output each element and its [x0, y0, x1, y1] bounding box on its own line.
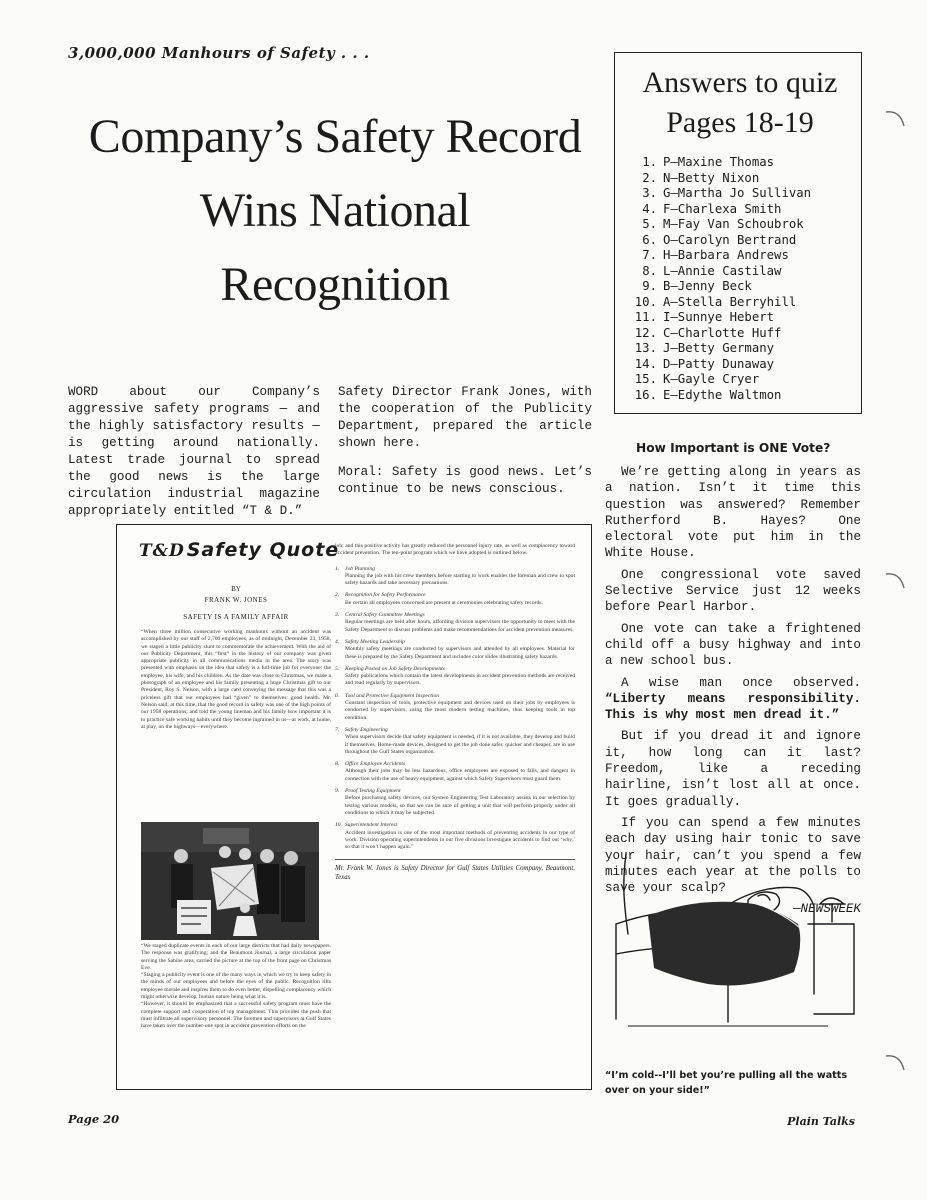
quote-body-3: “Staging a publicity event is one of the many ways in which we try to keep safety in the minds of our employees and before the eyes of the public. Recognition lifts employee morale and inspires them to do even better, dispelling complacency which might otherwise develop, human nature being what it is.	[141, 972, 331, 1001]
photo-child-head	[240, 903, 250, 913]
quiz-answer	[633, 171, 847, 187]
quiz-answer	[633, 186, 847, 202]
cartoon-lamp-shade	[820, 898, 844, 904]
cartoon-illustration	[608, 844, 862, 1052]
quiz-answer-number: 4.	[642, 201, 657, 216]
quiz-answer	[633, 264, 847, 280]
program-item-title: Office Employee Accidents	[345, 761, 406, 768]
quiz-answer	[633, 357, 847, 373]
program-item-number: 6.	[335, 692, 340, 699]
byline-label: BY	[231, 585, 241, 593]
quote-column-1	[141, 585, 331, 731]
intro-paragraph-3: Moral: Safety is good news. Let’s continue to be news conscious.	[338, 465, 592, 496]
safety-quote-logo-text: Safety Quote	[186, 539, 340, 561]
program-item-text: Planning the job with his crew members before starting to work enables the foreman and crew to spot safety hazards and take necessary precautions.	[345, 572, 575, 587]
cartoon-blanket	[648, 902, 800, 986]
title-line-1: Company’s Safety Record	[88, 110, 582, 163]
vote-quote: “Liberty means responsibility. This is why most men dread it.”	[605, 691, 861, 723]
intro-column-2	[338, 384, 592, 510]
quiz-answer-number: 3.	[642, 186, 657, 200]
quiz-answers-box	[614, 52, 862, 414]
program-item	[335, 822, 575, 851]
quiz-answer-number: 13.	[634, 341, 657, 355]
cartoon-sleeper-head	[758, 895, 770, 900]
program-item-title: Safety Engineering	[345, 726, 388, 733]
quiz-answer-text: I—Sunnye Hebert	[663, 310, 775, 324]
quiz-answer-text: C—Charlotte Huff	[663, 325, 782, 340]
quiz-answer	[633, 279, 847, 295]
quiz-answer-number: 9.	[642, 279, 657, 293]
byline-author: FRANK W. JONES	[204, 596, 268, 604]
quiz-answer-list	[633, 155, 847, 403]
program-item-text: Regular meetings are held after hours, affording division supervisors the opportunity to meet with the Safety Department to discuss problems and make recommendations for accident prevention measures.	[345, 619, 575, 633]
intro-column-1	[68, 384, 320, 532]
program-item-text: When supervisors decide that safety equipment is needed, if it is not available, they develop and build it themselves. Home-made devices, designed to get the job done safer, quicker and cheaper, are in use throughout the Gulf States organization.	[345, 734, 575, 755]
program-item-text: Constant inspection of tools, protective equipment and devices used on their jobs by employees is conducted by supervisors, using the most modern testing machines, thus keeping tools in top condition.	[345, 700, 575, 721]
safety-quote-reprint	[116, 524, 592, 1090]
ten-point-program-list	[335, 566, 575, 852]
program-item	[335, 592, 575, 607]
cartoon-caption: “I’m cold--I’ll bet you’re pulling all the watts over on your side!”	[605, 1070, 848, 1096]
christmas-gift-photo	[141, 822, 319, 940]
intro-paragraph-2: Safety Director Frank Jones, with the cooperation of the Publicity Department, prepared the article shown here.	[338, 385, 592, 450]
photo-window	[203, 828, 249, 844]
binder-hole-mark-2	[884, 570, 906, 600]
program-item-number: 1.	[335, 565, 340, 572]
vote-paragraph-5: But if you dread it and ignore it, how long can it last? Freedom, like a receding hairline, isn’t lost all at once. It goes gradually.	[605, 729, 861, 809]
program-item-title: Central Safety Committee Meetings	[345, 612, 425, 619]
vote-paragraph-4-lead: A wise man once observed.	[621, 675, 861, 690]
quiz-answer	[633, 326, 847, 342]
program-item-number: 5.	[335, 665, 340, 672]
program-item-number: 3.	[335, 612, 340, 619]
quiz-answer-text: N—Betty Nixon	[663, 170, 760, 185]
program-item-title: Superintendent Interest	[345, 822, 398, 829]
vote-paragraph-1: We’re getting along in years as a nation. Isn’t it time this question was answered? Remember Rutherford B. Hayes? One electoral vote put him in the White House.	[605, 465, 861, 561]
quiz-answer-text: E—Edythe Waltmon	[663, 387, 782, 402]
program-item-title: Keeping Posted on Job Safety Developments	[345, 665, 445, 672]
vote-paragraph-6: If you can spend a few minutes each day using hair tonic to save your hair, can’t you spend a few minutes each year at the polls to save your scalp?	[605, 815, 861, 896]
program-item	[335, 666, 575, 688]
vote-paragraph-4	[605, 675, 861, 724]
quiz-title-line-1: Answers to quiz	[642, 66, 838, 99]
program-item	[335, 566, 575, 588]
quiz-answer-number: 5.	[642, 217, 657, 231]
program-item	[335, 788, 575, 817]
program-item-text: Before purchasing safety devices, our System Engineering Test Laboratory assists in our selection by testing various models, so that we can be sure of getting a unit that will perform properly under all conditions to which it may be subjected.	[345, 795, 575, 816]
quiz-answer	[633, 155, 847, 171]
photo-sign	[177, 900, 211, 934]
quote-author-note: Mr. Frank W. Jones is Safety Director for Gulf States Utilities Company, Beaumont, Texas	[335, 859, 575, 882]
article-title	[60, 100, 610, 322]
program-item-number: 7.	[335, 726, 340, 733]
program-item-number: 9.	[335, 788, 340, 795]
program-item-text: Safety publications which contain the latest developments in accident prevention methods are received and read regularly by supervisors.	[345, 673, 575, 687]
program-item	[335, 727, 575, 756]
quiz-answer-number: 7.	[642, 248, 657, 262]
quote-column-2	[335, 543, 575, 882]
quiz-answer	[633, 372, 847, 388]
quote-body-2: “We staged duplicate events in each of our large districts that had daily newspapers. The response was gratifying; and the Beaumont Journal, a large circulation paper serving the Sabine area, carried the picture at the top of the front page on Christmas Eve.	[141, 943, 331, 971]
program-item-text: Be certain all employees concerned are present at ceremonies celebrating safety records.	[345, 599, 543, 606]
quiz-answer-text: F—Charlexa Smith	[663, 201, 782, 216]
publication-name: Plain Talks	[787, 1115, 855, 1128]
quote-body-1: “When three million consecutive working manhours without an accident was accomplished by our staff of 2,700 employees, as of midnight, December 23, 1958, we staged a little publicity stunt to commemorate the achievement. With the aid of our Publicity Department, this “first” in the history of our company was given appropriate publicity in all communications media in the area. The story was presented with emphasis on the idea that safety is a full-time job for everyone: the employee, his wife, and his children. As the date was close to Christmas, we made a photograph of an employee and his family presenting a huge Christmas gift to our President, Roy S. Nelson, with a large card conveying the message that this was a priceless gift that our employees had “given” to themselves: good health. Mr. Nelson said, at this time, that the good record in safety was one of the high points of our 1958 operations; and told the young lineman and his family how important it is to practice safe working habits until they become ingrained in us—at work, at home, at play, on the highways—everywhere.	[141, 629, 331, 730]
kicker: 3,000,000 Manhours of Safety . . .	[68, 44, 370, 62]
binder-hole-mark-1	[884, 108, 906, 138]
vote-source: —NEWSWEEK	[792, 902, 861, 917]
quiz-answer-number: 10.	[634, 294, 657, 309]
vote-paragraph-2: One congressional vote saved Selective Service just 12 weeks before Pearl Harbor.	[605, 567, 861, 615]
intro-paragraph-1: WORD about our Company’s aggressive safety programs — and the highly satisfactory results — is getting around nationally. Latest trade journal to spread the good news is the large circulation industrial magazine appropriately entitled “T & D.”	[68, 385, 320, 518]
program-item-title: Tool and Protective Equipment Inspection	[345, 692, 440, 699]
quiz-answer	[633, 217, 847, 233]
quiz-answer-text: G—Martha Jo Sullivan	[663, 186, 812, 200]
program-item-text: Accident investigation is one of the most important methods of preventing accidents in our type of work. Division operating superintendents in our five divisions investigate accidents to find out ‘why,’ so that it won’t happen again.”	[345, 829, 575, 851]
quiz-answer-number: 1.	[642, 155, 657, 169]
quiz-answer-text: P—Maxine Thomas	[663, 155, 775, 169]
quote-column-2-intro: job; and this positive activity has greatly reduced the personnel injury rate, as well as complacency toward accident prevention. The ten-point program which we have adopted is outlined below.	[335, 543, 575, 557]
quiz-answer	[633, 341, 847, 357]
quiz-answer	[633, 248, 847, 264]
program-item-title: Proof Testing Equipment	[345, 788, 401, 795]
td-logo-mark: T&D	[139, 541, 185, 561]
vote-heading: How Important is ONE Vote?	[636, 441, 831, 455]
quiz-answer	[633, 388, 847, 404]
quiz-answer-text: A—Stella Berryhill	[663, 294, 797, 309]
quiz-answer-text: D—Patty Dunaway	[663, 356, 775, 371]
quiz-answer	[633, 202, 847, 218]
quiz-answer-number: 8.	[642, 263, 657, 278]
quiz-answer	[633, 310, 847, 326]
quiz-answer	[633, 233, 847, 249]
program-item-text: Although their jobs may be less hazardous, office employees are exposed to falls, and dangers in connection with the use of heavy equipment, against which Safety Supervisors must guard them.	[345, 768, 575, 782]
program-item	[335, 639, 575, 661]
quiz-answer-text: J—Betty Germany	[663, 341, 775, 355]
photo-person-1-head	[174, 849, 188, 863]
program-item-title: Recognition for Safety Performance	[345, 592, 426, 599]
quiz-answer-text: L—Annie Castilaw	[663, 263, 782, 278]
quote-column-1-continued	[141, 943, 331, 1031]
cartoon-wall-line	[624, 854, 628, 934]
page-number: Page 20	[68, 1112, 120, 1126]
title-line-2: Wins National	[199, 184, 471, 237]
quiz-answer	[633, 295, 847, 311]
photo-gift-card	[211, 864, 259, 910]
quiz-title	[633, 63, 847, 143]
safety-quote-logo	[139, 539, 339, 561]
program-item	[335, 761, 575, 783]
binder-hole-mark-3	[884, 1052, 906, 1082]
program-item-text: Monthly safety meetings are conducted by supervisors and attended by all employees. Material for these is prepared by the Safety Department and includes color slides illustrating safety hazards.	[345, 646, 575, 660]
quiz-answer-text: H—Barbara Andrews	[663, 248, 789, 262]
title-line-3: Recognition	[220, 258, 450, 311]
quiz-answer-text: O—Carolyn Bertrand	[663, 232, 797, 247]
quiz-answer-text: B—Jenny Beck	[663, 279, 752, 293]
quiz-answer-number: 2.	[642, 170, 657, 185]
quiz-answer-number: 6.	[642, 232, 657, 247]
program-item-number: 10.	[335, 822, 342, 829]
quiz-answer-number: 15.	[634, 372, 657, 386]
quote-subtitle: SAFETY IS A FAMILY AFFAIR	[183, 613, 289, 621]
quiz-answer-number: 11.	[634, 310, 657, 324]
program-item-title: Job Planning	[345, 565, 375, 572]
program-item-number: 4.	[335, 638, 340, 645]
program-item-number: 8.	[335, 761, 340, 768]
quote-body-4: “However, it should be emphasized that a successful safety program must have the complete support and cooperation of top management. This provides the push that must infiltrate all supervisory personnel. The foremen and supervisors at Gulf States have taken over the number-one spot in accident prevention efforts on the	[141, 1001, 331, 1030]
quiz-answer-text: M—Fay Van Schoubrok	[663, 217, 804, 231]
program-item	[335, 693, 575, 722]
program-item	[335, 612, 575, 634]
program-item-number: 2.	[335, 592, 340, 599]
vote-paragraph-3: One vote can take a frightened child off a busy highway and into a new school bus.	[605, 621, 861, 669]
cartoon-nightstand	[808, 924, 854, 1014]
quiz-answer-number: 14.	[634, 356, 657, 371]
quiz-answer-number: 16.	[634, 387, 657, 402]
quiz-title-line-2: Pages 18-19	[666, 106, 814, 139]
quiz-answer-number: 12.	[634, 325, 657, 340]
quiz-answer-text: K—Gayle Cryer	[663, 372, 760, 386]
program-item-title: Safety Meeting Leadership	[345, 638, 405, 645]
